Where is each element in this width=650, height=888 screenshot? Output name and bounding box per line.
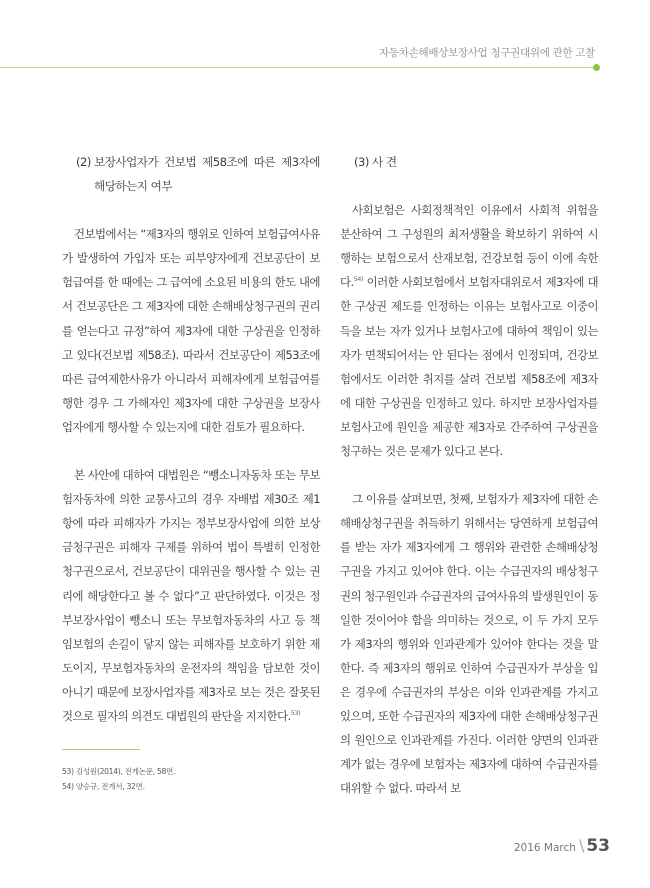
- left-column: [62, 150, 320, 728]
- section-heading-3: [340, 150, 598, 174]
- footnotes: [62, 764, 175, 794]
- footnote-ref-53: 53): [290, 708, 301, 717]
- section-number: (2): [76, 155, 91, 169]
- page-footer: [514, 836, 610, 856]
- footer-slash-icon: \: [578, 836, 585, 855]
- section-title: 보장사업자가 건보법 제58조에 따른 제3자에 해당하는지 여부: [94, 155, 320, 194]
- body-paragraph: 건보법에서는 “제3자의 행위로 인하여 보험급여사유가 발생하여 가입자 또는 피부양자에게 건보공단이 보험급여를 한 때에는 그 급여에 소요된 비용의 한도 내에서 건보공단은 그 제3자에 대한 손해배상청구권의 권리를 얻는다고 규정”하여 제3자에 대한 구상권을 인정하고 있다(건보법 제58조). 따라서 건보공단이 제53조에 따른 급여제한사유가 아니라서 피해자에게 보험급여를 행한 경우 그 가해자인 제3자에 대한 구상권을 보장사업자에게 행사할 수 있는지에 대한 검토가 필요하다.: [62, 227, 320, 434]
- body-paragraph: 그 이유를 살펴보면, 첫째, 보험자가 제3자에 대한 손해배상청구권을 취득하기 위해서는 당연하게 보험급여를 받는 자가 제3자에게 그 행위와 관련한 손해배상청구권을 가지고 있어야 한다. 이는 수급권자의 배상청구권의 청구원인과 수급권자의 급여사유의 발생원인이 동일한 것이어야 함을 의미하는 것으로, 이 두 가지 모두가 제3자의 행위와 인과관계가 있어야 한다는 것을 말한다. 즉 제3자의 행위로 인하여 수급권자가 부상을 입은 경우에 수급권자의 부상은 이와 인과관계를 가지고 있으며, 또한 수급권자의 제3자에 대한 손해배상청구권의 원인으로 인과관계를 가진다. 이러한 양면의 인과관계가 없는 경우에 보험자는 제3자에 대하여 수급권자를 대위할 수 없다. 따라서 보: [340, 492, 598, 796]
- body-paragraph: 사회보험은 사회정책적인 이유에서 사회적 위험을 분산하여 그 구성원의 최저생활을 확보하기 위하여 시행하는 보험으로서 산재보험, 건강보험 등이 이에 속한다.$^{54)}$ 이러한 사회보험에서 보험자대위로서 제3자에 대한 구상권 제도를 인정하는 이유는 보험사고로 이중이득을 보는 자가 있거나 보험사고에 대하여 책임이 있는 자가 면책되어서는 안 된다는 점에서 인정되며, 건강보험에서도 이러한 취지를 살려 건보법 제58조에 제3자에 대한 구상권을 인정하고 있다. 하지만 보장사업자를 보험사고에 원인을 제공한 제3자로 간주하여 구상권을 청구하는 것은 문제가 있다고 본다.: [340, 203, 598, 459]
- section-number: (3): [354, 155, 369, 169]
- issue-date: 2016 March: [513, 842, 576, 854]
- section-heading-2: [62, 150, 320, 198]
- footnote-rule: [62, 749, 140, 750]
- section-title: 사 견: [372, 155, 397, 169]
- header-dot-icon: [593, 64, 600, 71]
- footnote-53: 53) 김성원(2014), 전게논문, 58면.: [62, 767, 176, 776]
- footnote-54: 54) 양승규, 전게서, 32면.: [62, 782, 145, 791]
- right-column: [340, 150, 598, 800]
- header-rule: [0, 67, 596, 68]
- page-number: 53: [586, 836, 610, 856]
- running-header-title: 자동차손해배상보장사업 청구권대위에 관한 고찰: [379, 47, 595, 59]
- body-paragraph: 본 사안에 대하여 대법원은 “뺑소니자동차 또는 무보험자동차에 의한 교통사고의 경우 자배법 제30조 제1항에 따라 피해자가 가지는 정부보장사업에 의한 보상금청구권은 피해자 구제를 위하여 법이 특별히 인정한 청구권으로서, 건보공단이 대위권을 행사할 수 있는 권리에 해당한다고 볼 수 없다”고 판단하였다. 이것은 정부보장사업이 뺑소니 또는 무보험자동차의 사고 등 책임보험의 손길이 닿지 않는 피해자를 보호하기 위한 제도이지, 무보험자동차의 운전자의 책임을 담보한 것이 아니기 때문에 보장사업자를 제3자로 보는 것은 잘못된 것으로 필자의 의견도 대법원의 판단을 지지한다.$^{53)}$: [62, 468, 320, 723]
- footnote-ref-54: 54): [353, 275, 363, 284]
